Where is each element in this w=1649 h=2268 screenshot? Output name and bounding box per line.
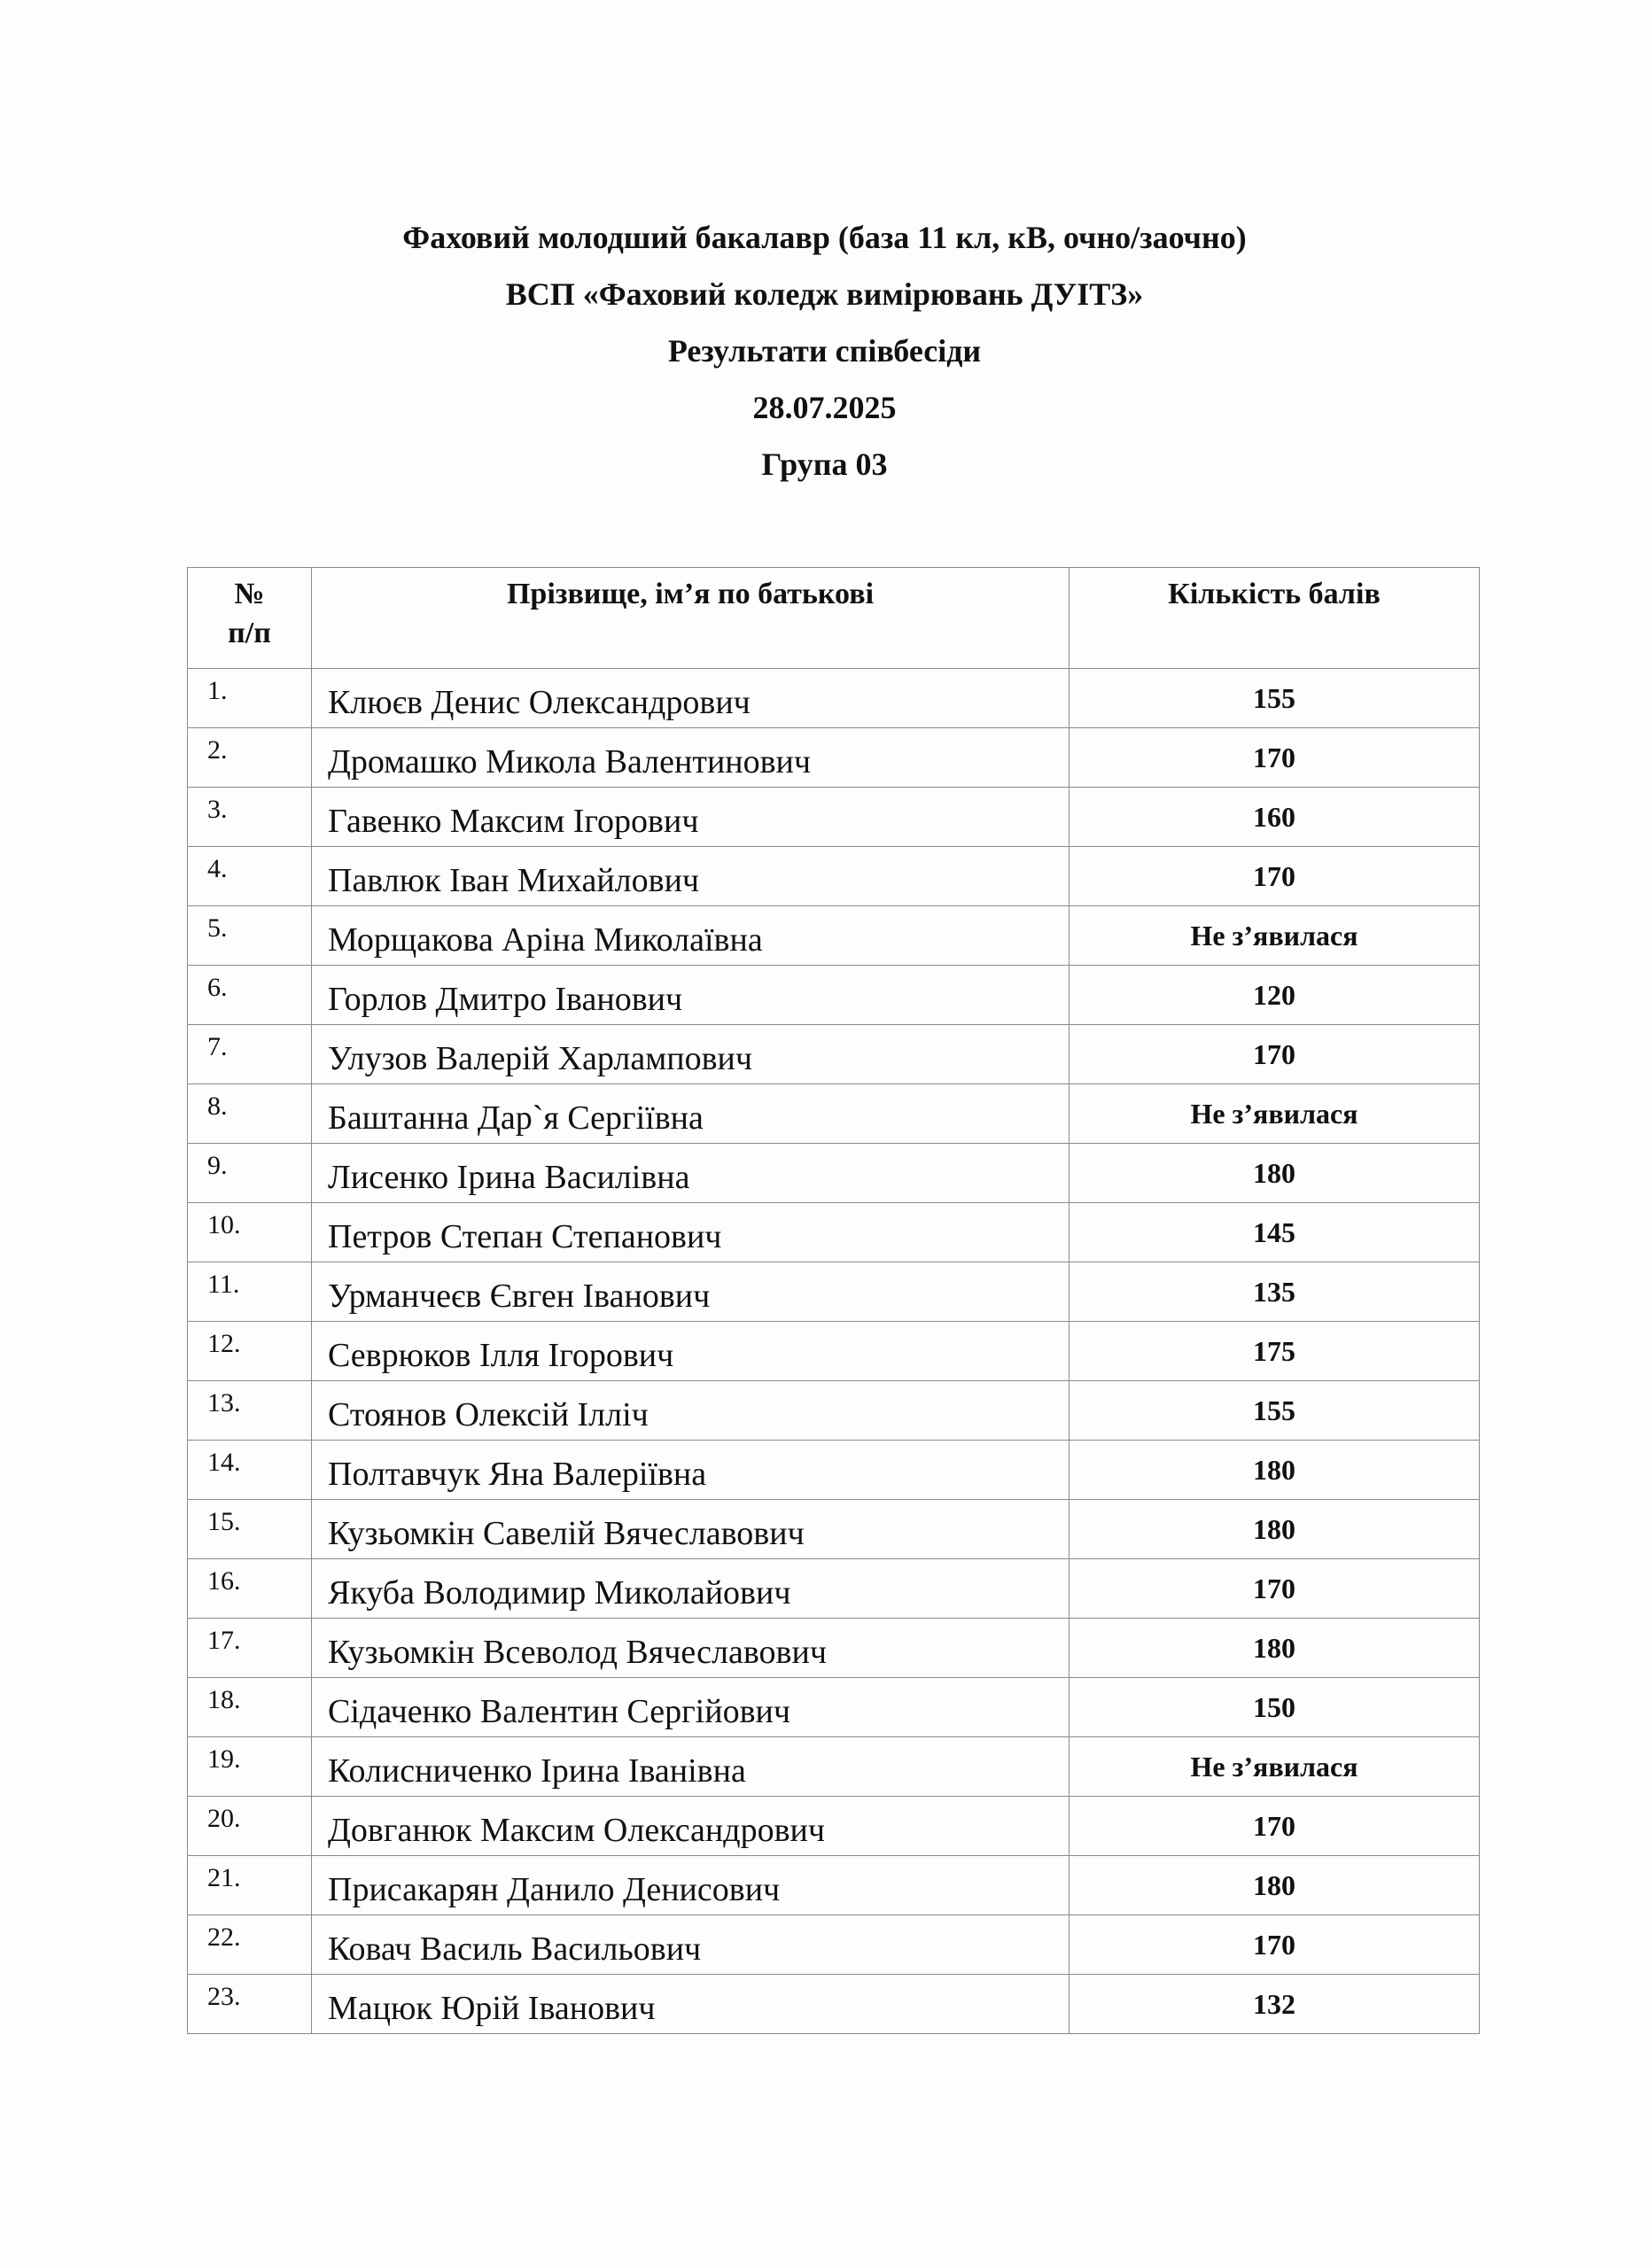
table-row: [188, 1856, 1480, 1915]
table-row: [188, 1441, 1480, 1500]
student-name: Гавенко Максим Ігорович: [312, 788, 1070, 847]
student-name: Павлюк Іван Михайлович: [312, 847, 1070, 906]
student-name: Клюєв Денис Олександрович: [312, 669, 1070, 728]
row-number: 12.: [188, 1322, 312, 1381]
table-row: [188, 847, 1480, 906]
results-table-body: [188, 669, 1480, 2034]
group-label: Група 03: [761, 447, 888, 482]
score-value: 132: [1070, 1975, 1480, 2034]
student-name: Полтавчук Яна Валеріївна: [312, 1441, 1070, 1500]
row-number: 21.: [188, 1856, 312, 1915]
score-value: 155: [1070, 669, 1480, 728]
row-number: 9.: [188, 1144, 312, 1203]
student-name: Ковач Василь Васильович: [312, 1915, 1070, 1975]
column-header-name: Прізвище, ім’я по батькові: [312, 568, 1070, 669]
row-number: 20.: [188, 1797, 312, 1856]
table-row: [188, 1144, 1480, 1203]
score-value: 160: [1070, 788, 1480, 847]
table-row: [188, 728, 1480, 788]
column-header-number-abbr: п/п: [228, 617, 271, 649]
score-value: 170: [1070, 847, 1480, 906]
student-name: Якуба Володимир Миколайович: [312, 1559, 1070, 1619]
row-number: 22.: [188, 1915, 312, 1975]
row-number: 11.: [188, 1262, 312, 1322]
program-title: Фаховий молодший бакалавр (база 11 кл, кВ, очно/заочно): [402, 220, 1247, 255]
score-value: 170: [1070, 728, 1480, 788]
row-number: 5.: [188, 906, 312, 966]
score-value: 180: [1070, 1441, 1480, 1500]
row-number: 4.: [188, 847, 312, 906]
score-value: 180: [1070, 1144, 1480, 1203]
student-name: Кузьомкін Савелій Вячеславович: [312, 1500, 1070, 1559]
student-name: Мацюк Юрій Іванович: [312, 1975, 1070, 2034]
row-number: 16.: [188, 1559, 312, 1619]
student-name: Присакарян Данило Денисович: [312, 1856, 1070, 1915]
score-value: Не з’явилася: [1070, 1737, 1480, 1797]
row-number: 13.: [188, 1381, 312, 1441]
row-number: 7.: [188, 1025, 312, 1084]
student-name: Морщакова Аріна Миколаївна: [312, 906, 1070, 966]
student-name: Довганюк Максим Олександрович: [312, 1797, 1070, 1856]
table-row: [188, 1381, 1480, 1441]
table-row: [188, 1084, 1480, 1144]
table-row: [188, 966, 1480, 1025]
table-row: [188, 669, 1480, 728]
score-value: 145: [1070, 1203, 1480, 1262]
score-value: 180: [1070, 1619, 1480, 1678]
row-number: 14.: [188, 1441, 312, 1500]
student-name: Петров Степан Степанович: [312, 1203, 1070, 1262]
student-name: Баштанна Дар`я Сергіївна: [312, 1084, 1070, 1144]
score-value: 150: [1070, 1678, 1480, 1737]
score-value: 170: [1070, 1025, 1480, 1084]
table-row: [188, 1500, 1480, 1559]
table-row: [188, 906, 1480, 966]
row-number: 8.: [188, 1084, 312, 1144]
score-value: 120: [1070, 966, 1480, 1025]
results-table: [187, 567, 1480, 2034]
student-name: Кузьомкін Всеволод Вячеславович: [312, 1619, 1070, 1678]
row-number: 15.: [188, 1500, 312, 1559]
row-number: 19.: [188, 1737, 312, 1797]
table-row: [188, 1678, 1480, 1737]
row-number: 23.: [188, 1975, 312, 2034]
table-row: [188, 1975, 1480, 2034]
student-name: Стоянов Олексій Ілліч: [312, 1381, 1070, 1441]
results-date: 28.07.2025: [752, 390, 897, 425]
score-value: Не з’явилася: [1070, 906, 1480, 966]
row-number: 1.: [188, 669, 312, 728]
table-row: [188, 1915, 1480, 1975]
column-header-number-symbol: №: [234, 578, 265, 610]
student-name: Горлов Дмитро Іванович: [312, 966, 1070, 1025]
student-name: Севрюков Ілля Ігорович: [312, 1322, 1070, 1381]
score-value: 180: [1070, 1500, 1480, 1559]
score-value: 180: [1070, 1856, 1480, 1915]
score-value: 170: [1070, 1559, 1480, 1619]
row-number: 6.: [188, 966, 312, 1025]
document-header: [0, 209, 1649, 493]
score-value: 175: [1070, 1322, 1480, 1381]
table-row: [188, 788, 1480, 847]
score-value: Не з’явилася: [1070, 1084, 1480, 1144]
student-name: Лисенко Ірина Василівна: [312, 1144, 1070, 1203]
student-name: Урманчеєв Євген Іванович: [312, 1262, 1070, 1322]
row-number: 18.: [188, 1678, 312, 1737]
table-row: [188, 1797, 1480, 1856]
student-name: Улузов Валерій Харлампович: [312, 1025, 1070, 1084]
table-row: [188, 1203, 1480, 1262]
institution-name: ВСП «Фаховий коледж вимірювань ДУІТЗ»: [505, 276, 1144, 312]
student-name: Колисниченко Ірина Іванівна: [312, 1737, 1070, 1797]
table-row: [188, 1559, 1480, 1619]
column-header-score: Кількість балів: [1070, 568, 1480, 669]
column-header-number: [188, 568, 312, 669]
table-row: [188, 1025, 1480, 1084]
row-number: 10.: [188, 1203, 312, 1262]
table-row: [188, 1322, 1480, 1381]
student-name: Сідаченко Валентин Сергійович: [312, 1678, 1070, 1737]
results-title: Результати співбесіди: [667, 333, 982, 369]
table-header-row: [188, 568, 1480, 669]
row-number: 17.: [188, 1619, 312, 1678]
table-row: [188, 1737, 1480, 1797]
score-value: 155: [1070, 1381, 1480, 1441]
table-row: [188, 1262, 1480, 1322]
score-value: 170: [1070, 1915, 1480, 1975]
student-name: Дромашко Микола Валентинович: [312, 728, 1070, 788]
table-row: [188, 1619, 1480, 1678]
row-number: 3.: [188, 788, 312, 847]
row-number: 2.: [188, 728, 312, 788]
score-value: 135: [1070, 1262, 1480, 1322]
score-value: 170: [1070, 1797, 1480, 1856]
